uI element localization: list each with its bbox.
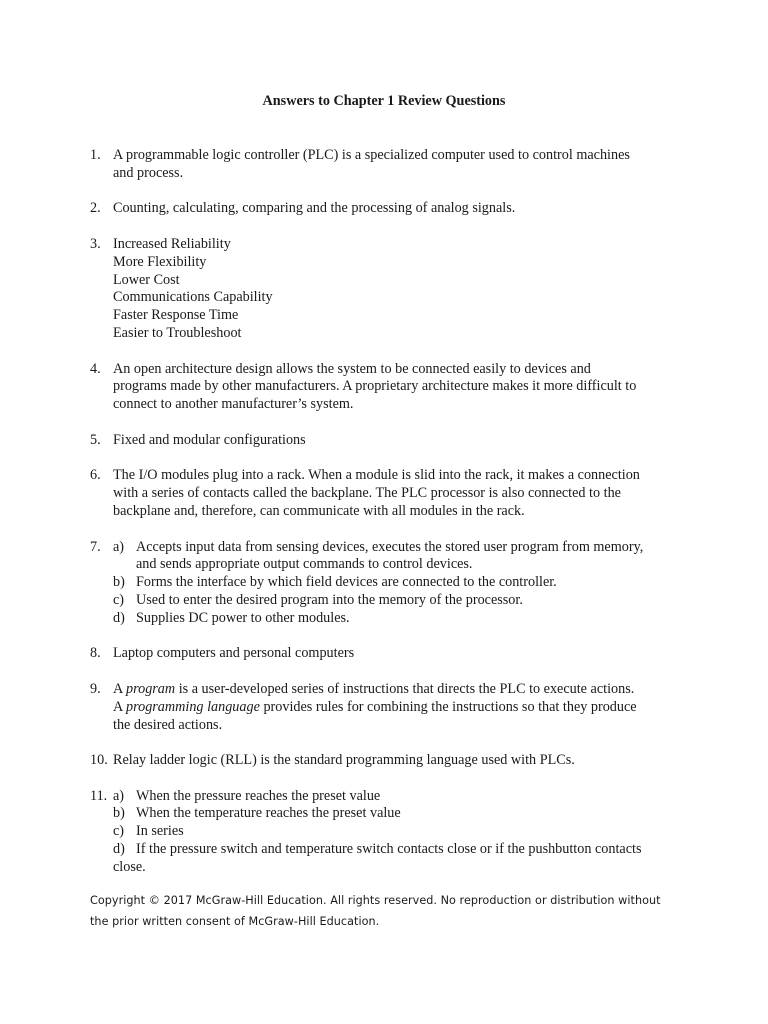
sub-answer-text: Used to enter the desired program into the memory of the processor.: [136, 591, 523, 608]
answer-number: 3.: [90, 235, 101, 252]
answer-6: [90, 467, 690, 520]
answer-list: [90, 147, 690, 894]
answer-1: [90, 147, 690, 183]
advantage-item: Communications Capability: [113, 289, 273, 306]
sub-answer-letter: b): [113, 805, 125, 822]
advantage-item: Increased Reliability: [113, 235, 231, 252]
sub-answer-letter: a): [113, 787, 125, 804]
answer-number: 6.: [90, 467, 101, 484]
sub-answer-text: If the pressure switch and temperature switch contacts close or if the pushbutton contacts: [136, 841, 642, 858]
answer-8: [90, 645, 690, 663]
answer-number: 10.: [90, 752, 108, 769]
sub-answer-letter: d): [113, 841, 125, 858]
sub-answer-text: When the temperature reaches the preset value: [136, 805, 401, 822]
page-title: Answers to Chapter 1 Review Questions: [262, 93, 506, 109]
text-run: A: [113, 698, 127, 715]
sub-answer-text: Accepts input data from sensing devices, executes the stored user program from memory,: [136, 538, 644, 555]
sub-answer-letter: b): [113, 574, 125, 591]
sub-answer-text: In series: [136, 823, 184, 840]
advantage-item: Faster Response Time: [113, 307, 239, 324]
answer-text: the desired actions.: [113, 716, 223, 733]
answer-number: 4.: [90, 360, 101, 377]
sub-answer-letter: c): [113, 591, 125, 608]
answer-text: The I/O modules plug into a rack. When a module is slid into the rack, it makes a connection: [113, 467, 640, 484]
answer-text: programs made by other manufacturers. A proprietary architecture makes it more difficult to: [113, 378, 637, 395]
sub-answer-text-wrap: close.: [113, 858, 146, 875]
answer-text: Fixed and modular configurations: [113, 431, 306, 448]
italic-term: programming language: [126, 698, 260, 715]
sub-answer-text: Forms the interface by which field devices are connected to the controller.: [136, 574, 557, 591]
sub-answer-letter: d): [113, 609, 125, 626]
sub-answer-letter: a): [113, 538, 125, 555]
sub-answer-text: When the pressure reaches the preset value: [136, 787, 381, 804]
answer-text: with a series of contacts called the backplane. The PLC processor is also connected to the: [113, 485, 621, 502]
copyright-notice: [90, 890, 710, 932]
sub-answer-b: [113, 805, 690, 823]
answer-text: An open architecture design allows the system to be connected easily to devices and: [113, 360, 591, 377]
text-run: A: [113, 680, 127, 697]
answer-number: 7.: [90, 538, 101, 555]
answer-text: Laptop computers and personal computers: [113, 645, 355, 662]
sub-answer-letter: c): [113, 823, 125, 840]
sub-answer-c: [113, 823, 690, 841]
answer-text: backplane and, therefore, can communicate with all modules in the rack.: [113, 502, 525, 519]
answer-7: [90, 539, 690, 628]
answer-11: [90, 788, 690, 877]
answer-text: connect to another manufacturer’s system.: [113, 396, 354, 413]
sub-answer-b: [113, 574, 690, 592]
advantage-item: Easier to Troubleshoot: [113, 324, 242, 341]
answer-number: 11.: [90, 787, 108, 804]
sub-answer-c: [113, 592, 690, 610]
answer-text: Counting, calculating, comparing and the processing of analog signals.: [113, 200, 516, 217]
answer-text: A programmable logic controller (PLC) is a specialized computer used to control machines: [113, 147, 630, 163]
answer-4: [90, 361, 690, 414]
sub-answer-text: and sends appropriate output commands to control devices.: [136, 556, 473, 573]
text-run: is a user-developed series of instructions that directs the PLC to execute actions.: [175, 680, 635, 697]
text-run: provides rules for combining the instructions so that they produce: [259, 698, 637, 715]
answer-text: and process.: [113, 164, 184, 181]
answer-text: Relay ladder logic (RLL) is the standard programming language used with PLCs.: [113, 752, 575, 769]
answer-text: [113, 699, 690, 717]
copyright-line: the prior written consent of McGraw-Hill Education.: [90, 915, 380, 928]
sub-answer-a: [113, 539, 690, 575]
answer-number: 8.: [90, 645, 101, 662]
sub-answer-a: [113, 788, 690, 806]
answer-10: [90, 752, 690, 770]
italic-term: program: [126, 680, 176, 697]
sub-answer-d: [113, 610, 690, 628]
answer-number: 2.: [90, 200, 101, 217]
answer-text: [113, 681, 690, 699]
answer-number: 9.: [90, 680, 101, 697]
sub-answer-text: Supplies DC power to other modules.: [136, 609, 350, 626]
sub-answer-d: [113, 841, 690, 859]
answer-5: [90, 432, 690, 450]
answer-3: [90, 236, 690, 343]
copyright-line: Copyright © 2017 McGraw-Hill Education. All rights reserved. No reproduction or distribution without: [90, 894, 661, 907]
advantage-item: More Flexibility: [113, 253, 207, 270]
answer-number: 1.: [90, 147, 101, 163]
answer-number: 5.: [90, 431, 101, 448]
answer-9: [90, 681, 690, 734]
advantage-item: Lower Cost: [113, 271, 180, 288]
answer-2: [90, 200, 690, 218]
